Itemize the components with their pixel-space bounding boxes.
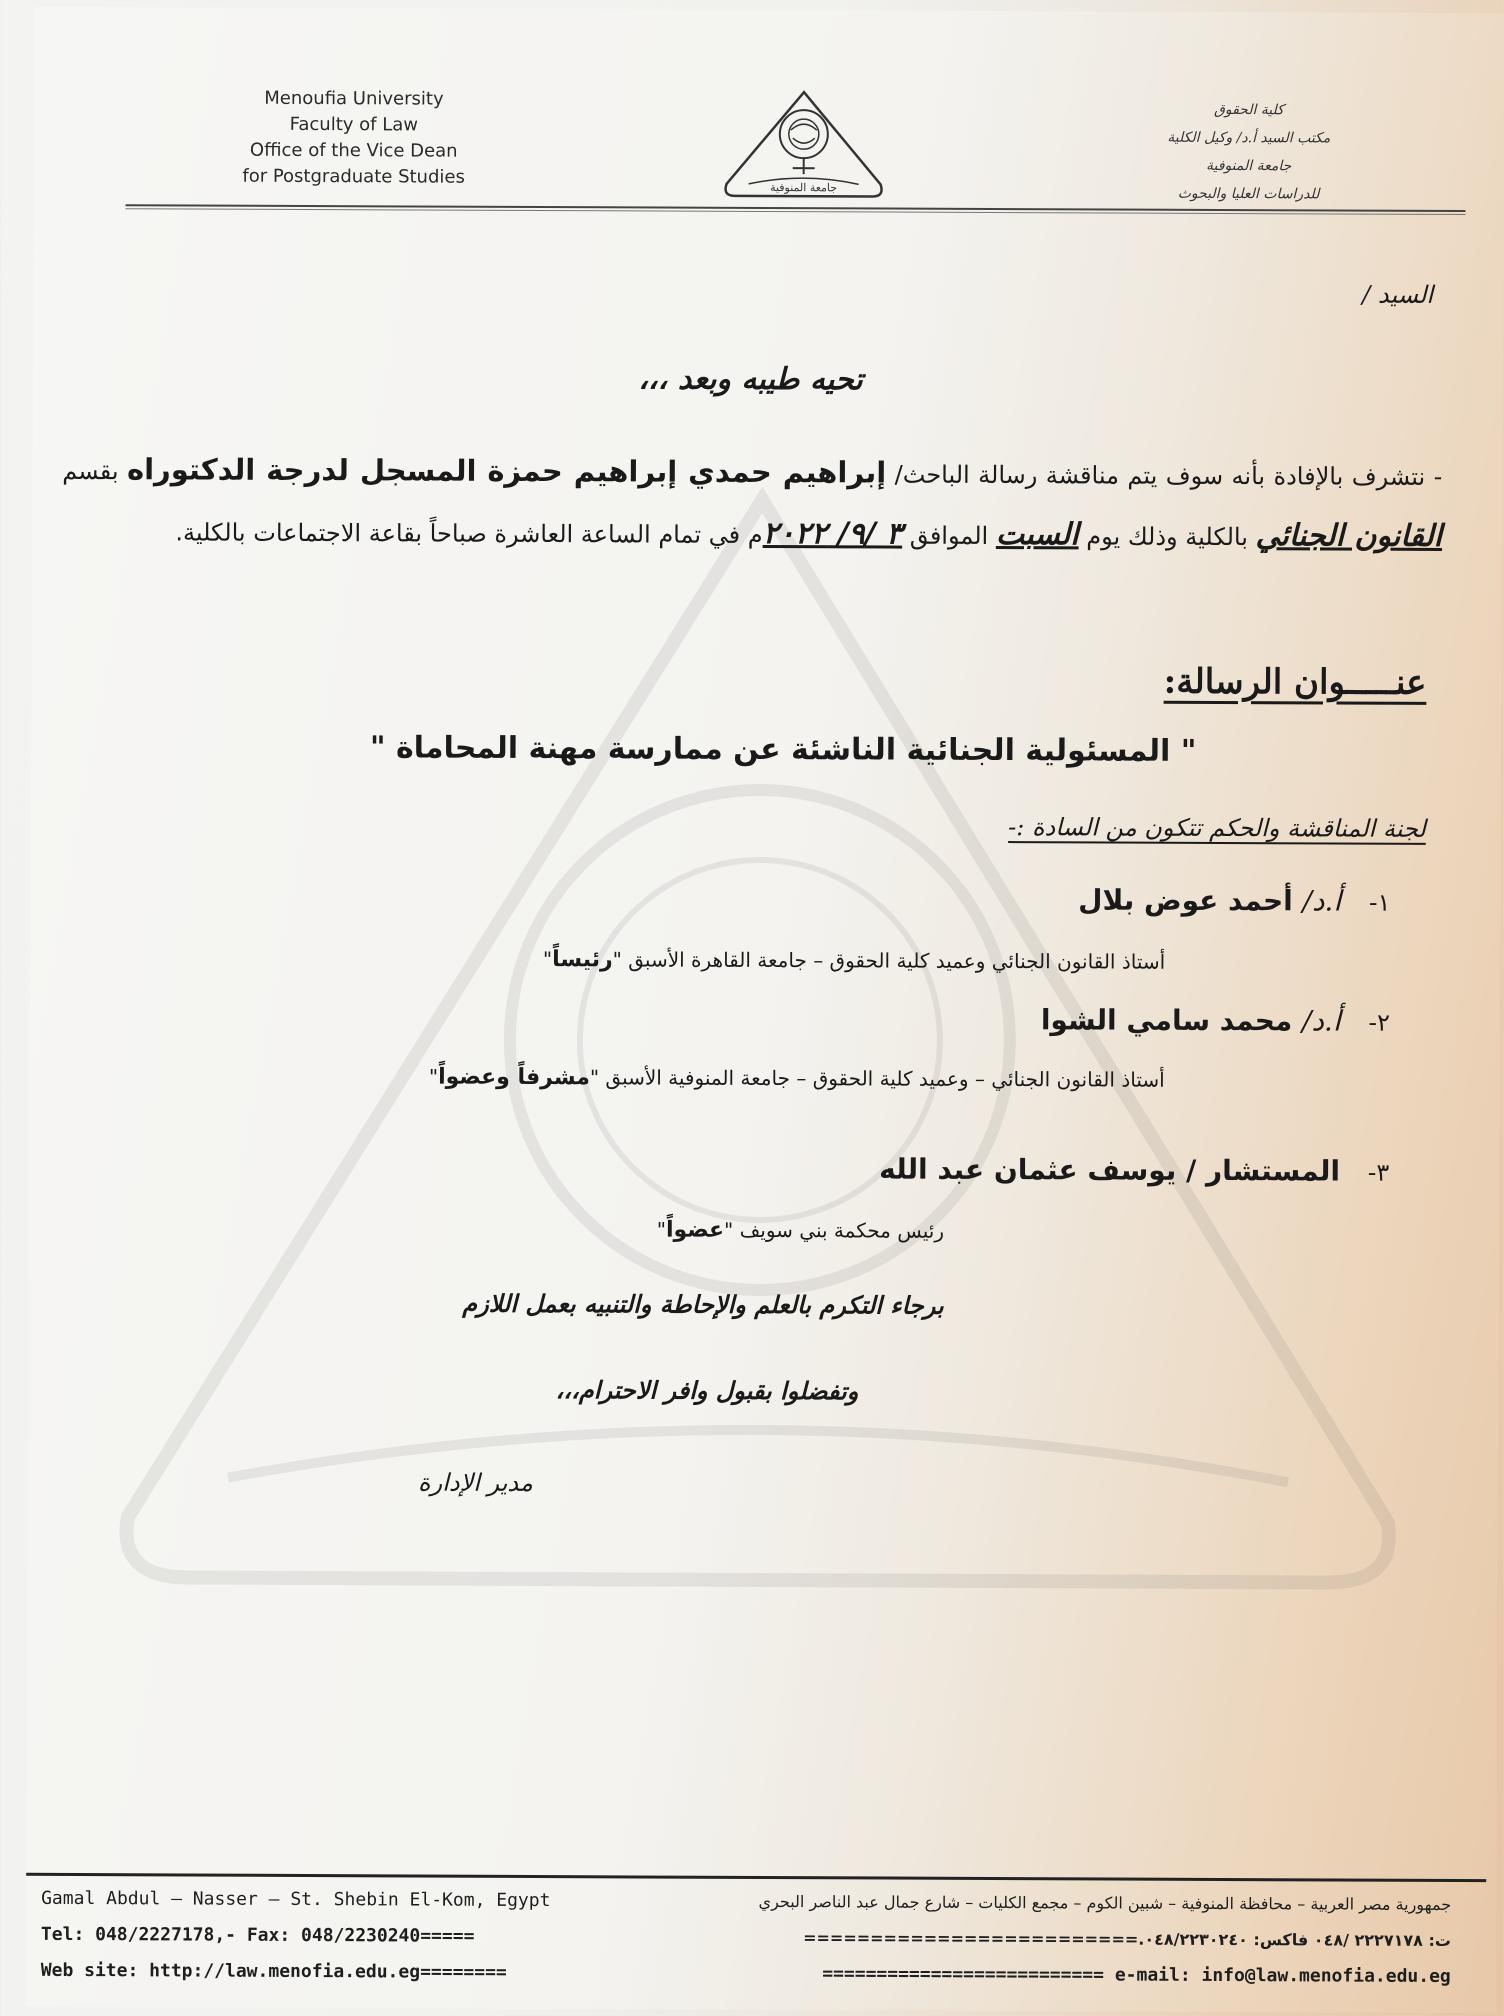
member-desc: رئيس محكمة بني سويف " — [724, 1217, 945, 1243]
university-logo-icon — [719, 88, 890, 205]
member-desc-end: " — [428, 1064, 439, 1089]
committee-member-2 — [1041, 1003, 1390, 1038]
para-text: الموافق — [909, 521, 989, 550]
signature-title: مدير الإدارة — [417, 1468, 533, 1497]
request-line: برجاء التكرم بالعلم والإحاطة والتنبيه بعمل اللازم — [462, 1288, 944, 1320]
footer-english — [41, 1881, 551, 1991]
header-ar-line: مكتب السيد أ.د/ وكيل الكلية — [1167, 129, 1331, 147]
closing-line: وتفضلوا بقبول وافر الاحترام،،، — [555, 1375, 859, 1406]
member-name: يوسف عثمان عبد الله — [879, 1152, 1177, 1187]
researcher-name: إبراهيم حمدي إبراهيم حمزة المسجل لدرجة الدكتوراه — [126, 452, 887, 490]
member-prefix: أ.د/ — [1301, 1004, 1341, 1038]
member-desc-end: " — [542, 947, 553, 972]
committee-member-3 — [879, 1152, 1389, 1187]
footer-arabic — [758, 1884, 1451, 1995]
logo-text: جامعة المنوفية — [770, 181, 838, 195]
thesis-label: عنـــــوان الرسالة: — [1163, 661, 1427, 703]
member-description-3 — [657, 1218, 944, 1244]
member-role: عضواً — [665, 1217, 725, 1243]
member-desc-end: " — [656, 1217, 667, 1242]
para-text: م في تمام الساعة العاشرة صباحاً بقاعة الاجتماعات بالكلية. — [175, 518, 763, 549]
salutation: السيد / — [1362, 280, 1434, 309]
member-name: محمد سامي الشوا — [1040, 1003, 1293, 1038]
footer-ar-phone: ت: ٢٢٢٧١٧٨ /٠٤٨ فاكس: ٠٤٨/٢٢٣٠٢٤٠.========================= — [803, 1928, 1451, 1951]
member-name: أحمد عوض بلال — [1078, 883, 1293, 918]
date-handwritten: ٣ /٩/ ٢٠٢٢ — [762, 515, 903, 552]
footer-website-link[interactable]: Web site: http://law.menofia.edu.eg======== — [40, 1959, 507, 1983]
greeting: تحيه طيبه وبعد ،،، — [638, 361, 863, 398]
member-number: ٢- — [1368, 1008, 1391, 1037]
department-handwritten: القانون الجنائي — [1255, 518, 1443, 554]
footer-address: Gamal Abdul – Nasser – St. Shebin El-Kom, Egypt — [41, 1887, 551, 1912]
letter-page — [26, 7, 1504, 2013]
member-role: مشرفاً وعضواً — [438, 1064, 590, 1091]
header-en-line: Office of the Vice Dean — [249, 139, 458, 162]
day-handwritten: السبت — [995, 517, 1079, 553]
header-en-line: Faculty of Law — [289, 113, 419, 136]
member-number: ١- — [1368, 888, 1391, 917]
committee-label: لجنة المناقشة والحكم تتكون من السادة :- — [1008, 813, 1426, 843]
header-en-line: Menoufia University — [264, 87, 444, 110]
para-text: بالكلية وذلك يوم — [1086, 522, 1248, 552]
header-ar-line: جامعة المنوفية — [1206, 157, 1292, 175]
body-paragraph — [62, 439, 1443, 568]
watermark-seal-icon — [107, 477, 1412, 1603]
member-prefix: المستشار / — [1186, 1153, 1341, 1188]
header-english — [224, 86, 484, 191]
footer-phone: Tel: 048/2227178,- Fax: 048/2230240===== — [40, 1923, 475, 1947]
member-prefix: أ.د/ — [1302, 884, 1342, 918]
member-desc: أستاذ القانون الجنائي وعميد كلية الحقوق – جامعة القاهرة الأسبق " — [612, 947, 1166, 974]
footer-ar-address: جمهورية مصر العربية – محافظة المنوفية – شبين الكوم – مجمع الكليات – شارع جمال عبد الناصر البحري — [758, 1891, 1452, 1915]
footer-divider — [26, 1873, 1486, 1882]
header-arabic — [1119, 96, 1379, 209]
header-ar-line: للدراسات العليا والبحوث — [1177, 185, 1320, 203]
member-description-2 — [429, 1065, 1165, 1093]
member-number: ٣- — [1367, 1158, 1390, 1187]
thesis-title: " المسئولية الجنائية الناشئة عن ممارسة مهنة المحاماة " — [369, 730, 1197, 769]
footer-email-link[interactable]: ========================== e-mail: info@law.menofia.edu.eg — [822, 1963, 1451, 1988]
member-description-1 — [543, 947, 1165, 975]
para-text: بقسم — [62, 456, 119, 486]
header-en-line: for Postgraduate Studies — [242, 165, 465, 188]
member-desc: أستاذ القانون الجنائي – وعميد كلية الحقوق – جامعة المنوفية الأسبق " — [589, 1065, 1165, 1092]
para-text: - نتشرف بالإفادة بأنه سوف يتم مناقشة رسالة الباحث/ — [894, 460, 1443, 491]
member-role: رئيساً — [552, 947, 613, 973]
header-ar-line: كلية الحقوق — [1213, 101, 1284, 119]
committee-member-1 — [1078, 883, 1390, 917]
